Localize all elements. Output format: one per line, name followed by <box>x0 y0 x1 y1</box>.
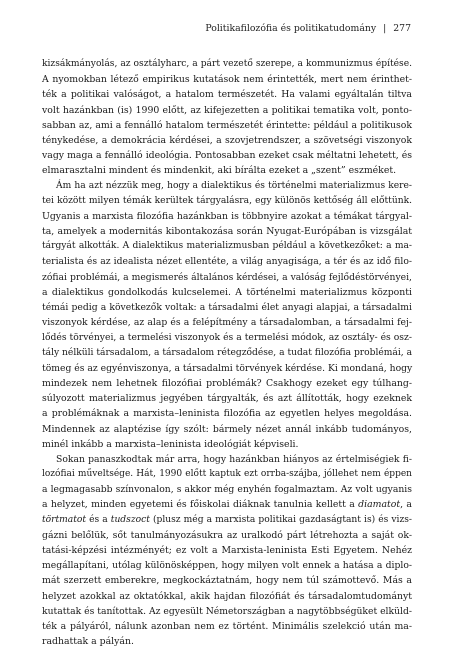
text-run: a problémáknak a marxista–leninista filozófia az egyetlen helyes megoldása. <box>42 408 412 420</box>
text-line <box>42 452 412 467</box>
text-line <box>42 573 412 588</box>
text-run: elmarasztalni mindent és mindenkit, aki bírálta ezeket a „szent” eszméket. <box>42 165 397 177</box>
text-line <box>42 224 412 239</box>
text-run: , a <box>400 499 412 511</box>
text-line <box>42 330 412 345</box>
text-line <box>42 254 412 269</box>
text-run: ténykedése, a demokrácia kérdései, a szovjetrendszer, a szövetségi viszonyok <box>42 134 412 146</box>
text-run: mindezek nem lehetnek filozófiai problémák? Csakhogy ezeket egy túlhang- <box>42 377 412 389</box>
text-line <box>42 239 412 254</box>
text-run: témái pedig a következők voltak: a társadalmi élet anyagi alapjai, a társadalmi <box>42 302 412 313</box>
text-run: A nyomokban létező empirikus kutatások nem érintették, mert nem érinthet- <box>42 74 412 86</box>
text-run: ta, amelyek a modernitás kibontakozása során Nyugat-Európában is vizsgálat <box>42 226 412 238</box>
text-run: helyzet azokkal az oktatókkal, akik hajdan filozófiát és társadalomtudományt <box>42 590 412 602</box>
text-line <box>42 543 412 558</box>
text-line <box>42 391 412 406</box>
text-run: viszonyok kérdése, az alap és a felépítmény a társadalomban, a társadalmi fej- <box>42 317 412 329</box>
text-line <box>42 604 412 619</box>
text-run: megállapítani, utólag különösképpen, hogy milyen volt ennek a hatása a diplo- <box>42 560 412 572</box>
text-line <box>42 619 412 634</box>
text-run: ték a politikai valóságot, a hatalom természetét. Ha valami egyáltalán tiltva <box>42 89 412 101</box>
page-number: 277 <box>393 23 411 34</box>
running-head <box>0 23 411 34</box>
italic-term: diamatot <box>358 499 401 511</box>
text-line <box>42 57 412 72</box>
text-line <box>42 437 412 452</box>
text-line <box>42 133 412 148</box>
text-line <box>42 482 412 497</box>
text-run: Ugyanis a marxista filozófia hazánkban is többnyire azokat a témákat tárgyal- <box>42 210 412 222</box>
text-run: volt hazánkban (is) 1990 előtt, az kifejezetten a politikai tematika volt, ponto- <box>42 104 412 116</box>
text-line <box>42 285 412 300</box>
text-line <box>42 87 412 102</box>
text-run: Mindennek az alaptézise így szólt: bármely nézet annál inkább tudományos, <box>42 423 412 435</box>
text-run: súlyozott materializmus jegyében tárgyalták, és azt állították, hogy ezeknek <box>42 393 412 405</box>
text-run: lődés törvényei, a termelési viszonyok és a termelési módok, az osztály- és osz- <box>42 332 412 344</box>
text-run: a helyzet, minden egyetemi és főiskolai diáknak tanulnia kellett a <box>42 499 359 511</box>
text-run: kutattak és tanítottak. Az egyesült Németországban a nagytöbbségüket elküld- <box>42 605 412 617</box>
body-text <box>42 57 412 649</box>
text-line <box>42 300 412 315</box>
italic-term: tudszoct <box>110 514 150 525</box>
text-run: a legmagasabb színvonalon, s akkor még enyhén fogalmaztam. Az volt ugyanis <box>42 484 412 496</box>
text-run: tei között milyen témák kerültek tárgyalásra, egy különös kettőség áll előttünk. <box>42 195 412 206</box>
text-run: terialista és az idealista nézet ellentéte, a világ anyagisága, a tér és az idő filo- <box>42 256 412 268</box>
text-line <box>42 558 412 573</box>
text-line <box>42 589 412 604</box>
text-run: a dialektikus gondolkodás kulcselemei. A történelmi materializmus központi <box>42 286 412 298</box>
text-line <box>42 528 412 543</box>
text-line <box>42 634 412 649</box>
text-run: minél inkább a marxista–leninista ideológiát képviseli. <box>42 438 299 450</box>
text-run: kizsákmányolás, az osztályharc, a párt vezető szerepe, a kommunizmus építése. <box>42 59 412 69</box>
text-line <box>42 376 412 391</box>
text-line <box>42 194 412 209</box>
text-run: (plusz még a marxista politikai gazdaságtant is) és vizs- <box>149 514 413 525</box>
running-title: Politikafilozófia és politikatudomány <box>205 23 377 34</box>
text-run: lozófiai műveltsége. Hát, 1990 előtt kaptuk ezt orrba-szájba, jóllehet nem éppen <box>42 469 412 480</box>
header-separator: | <box>383 23 387 34</box>
text-line <box>42 346 412 361</box>
text-run: tály nélküli társadalom, a társadalom rétegződése, a tudat filozófia problémái, a <box>42 347 412 358</box>
text-run: radhattak a pályán. <box>42 636 134 648</box>
text-line <box>42 103 412 118</box>
text-line <box>42 467 412 482</box>
text-run: tatási-képzési intézményét; ez volt a Marxista-leninista Esti Egyetem. Nehéz <box>42 545 412 556</box>
text-line <box>42 406 412 421</box>
text-line <box>42 163 412 178</box>
text-line <box>42 497 412 512</box>
text-run: gázni belőlük, sőt tanulmányozásukra az uralkodó párt létrehozta a saját ok- <box>42 529 412 541</box>
text-line <box>42 209 412 224</box>
text-run: sabban az, ami a fennálló hatalom természetét érintette: például a politikusok <box>42 119 412 131</box>
text-line <box>42 148 412 163</box>
italic-term: törtmatot <box>42 514 87 525</box>
text-run: tömeg és az egyénviszonya, a társadalmi törvények kérdése. Ki mondaná, hogy <box>42 362 413 374</box>
text-run: és a <box>86 514 111 525</box>
text-run: Ám ha azt nézzük meg, hogy a dialektikus és történelmi materializmus kere- <box>56 180 412 191</box>
text-line <box>42 315 412 330</box>
text-line <box>42 72 412 87</box>
text-line <box>42 118 412 133</box>
text-line <box>42 270 412 285</box>
text-run: mát szerzett emberekre, megkockáztatnám, hogy nem túl számottevő. Más a <box>42 575 412 587</box>
text-line <box>42 361 412 376</box>
text-line <box>42 513 412 528</box>
text-line <box>42 179 412 194</box>
text-run: vagy maga a fennálló ideológia. Pontosabban ezeket csak méltatni lehetett, és <box>42 150 412 162</box>
text-run: ték a pályáról, nálunk azonban nem ez történt. Minimális szelekció után ma- <box>42 620 412 632</box>
text-run: Sokan panaszkodtak már arra, hogy hazánkban hiányos az értelmiségiek fi- <box>56 453 412 465</box>
text-run: zófiai problémái, a megismerés általános kérdései, a valóság fejlődéstörvényei, <box>42 271 412 283</box>
text-line <box>42 422 412 437</box>
text-run: tárgyát alkották. A dialektikus materializmusban például a következőket: a ma- <box>42 241 412 252</box>
